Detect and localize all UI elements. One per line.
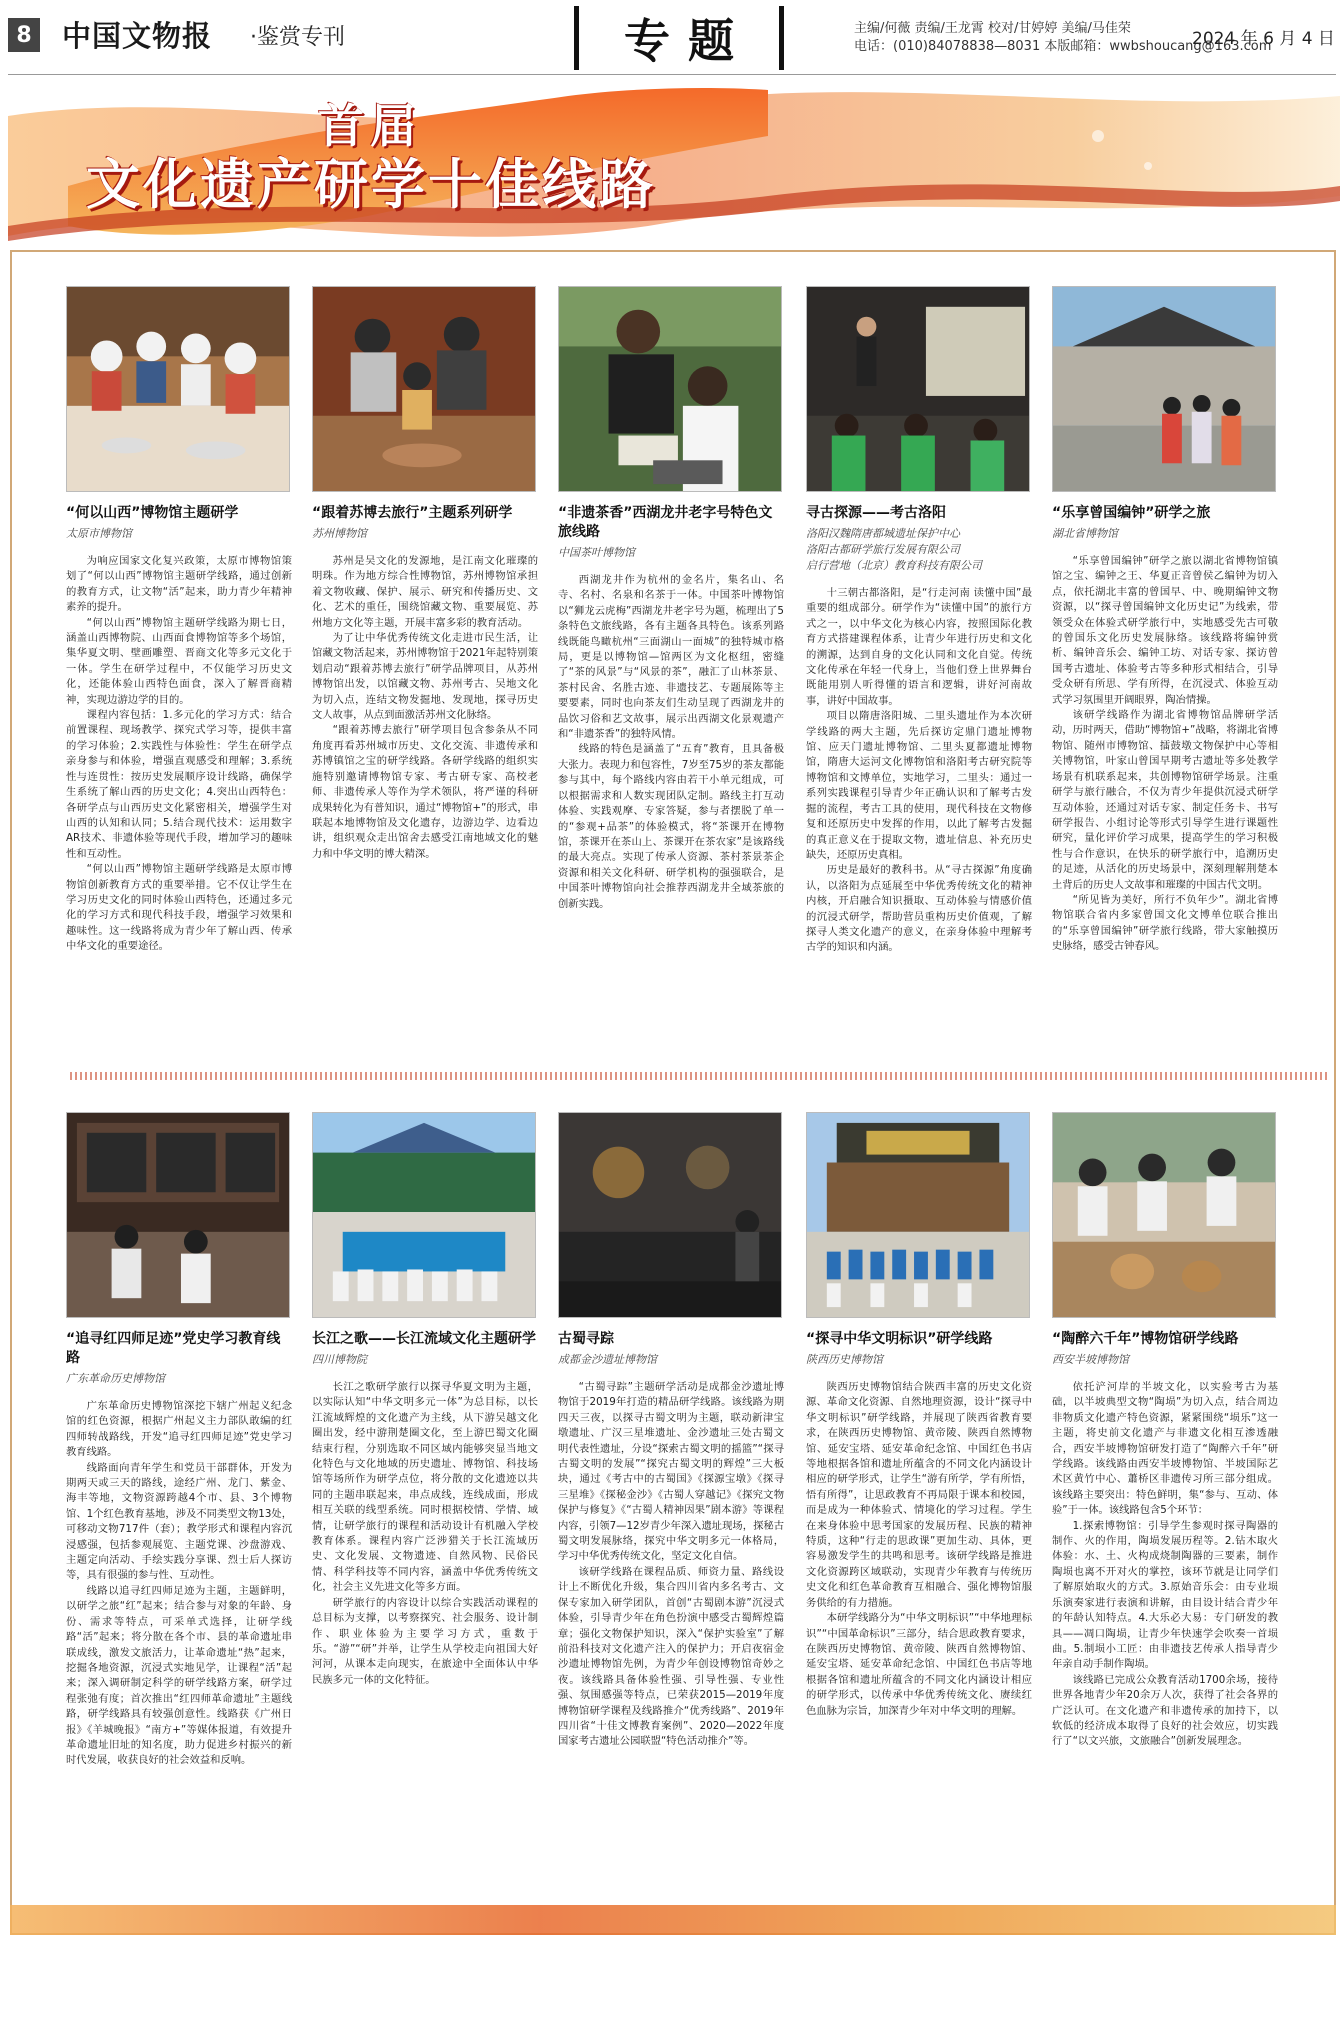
article-title: “陶醉六千年”博物馆研学线路: [1052, 1331, 1239, 1347]
article-yangtze: [312, 1112, 538, 1820]
article-suzhou: [312, 286, 538, 994]
article-banpo: [1052, 1112, 1278, 1820]
photo-ancient-shu-exhibit: [558, 1112, 782, 1318]
article-title: 古蜀寻踪: [558, 1331, 614, 1347]
photo-banpo-xun-making: [1052, 1112, 1276, 1318]
article-source: 陕西历史博物馆: [806, 1353, 883, 1366]
article-title: 长江之歌——长江流域文化主题研学: [312, 1331, 536, 1347]
article-luoyang: [806, 286, 1032, 1026]
article-body: 陕西历史博物馆结合陕西丰富的历史文化资源、革命文化资源、自然地理资源，设计“探寻中华文明标识”研学线路，并展现了陕西省教育要求，在陕西历史博物馆、黄帝陵、陕西自然博物馆、延安宝塔、延安革命纪念馆、中国红色书店等地根据各馆和遗址所蕴含的不同文化内涵设计相应的研学形式，让学生“游有所学，学有所悟，悟有所得”，让思政教育不再局限于课本和校园，而是成为一种体验式、情境化的学习过程。学生在来身体验中思考国家的发展历程、民族的精神特质，这种“行走的思政课”更加生动、具体，更容易激发学生的共鸣和思考。该研学线路是推进文化资源跨区域联动，实现青少年教育与传统历史文化和红色革命教育互相融合、强化博物馆服务供给的有力措施。 本研学线路分为“中华文明标识”“中华地理标识”“中国革命标识”三部分，结合思政教育要求，在陕西历史博物馆、黄帝陵、陕西自然博物馆、延安宝塔、延安革命纪念馆、中国红色书店等地根据各馆和遗址所蕴含的不同文化内涵设计相应的研学形式，以传承中华优秀传统文化、赓续红色血脉为宗旨，加深青少年对中华文明的理解。: [806, 1381, 1032, 1717]
article-tea: [558, 286, 784, 1013]
article-source: 四川博物院: [312, 1353, 367, 1366]
section-title: 专题: [624, 14, 752, 68]
article-body: 长江之歌研学旅行以探寻华夏文明为主题，以实际认知“中华文明多元一体”为总目标，以长江流域辉煌的文化遗产为主线，从下游吴越文化圈出发，经中游荆楚圈文化，至上游巴蜀文化圈结束行程，分别选取不同区域内能够突显当地文化特色与文化地域的历史遗址、博物馆、科技场馆等场所作为研学点位，将分散的文化遗迹以共同的主题串联起来，串点成线，连线成面，形成相互关联的线型系统。同时根据校情、学情、域情，让研学旅行的课程和活动设计有机融入学校教育体系。课程内容广泛涉猎关于长江流域历史、文化发展、文物遗迹、自然风物、民俗民情、科学科技等不同内容，涵盖中华优秀传统文化，社会主义先进文化等多方面。 研学旅行的内容设计以综合实践活动课程的总目标为支撑，以考察探究、社会服务、设计制作、职业体验为主要学习方式，重数于乐。“游”“研”并举，让学生从学校走向祖国大好河河，从课本走向现实，在旅途中全面体认中华民族多元一体的文化特征。: [312, 1381, 538, 1686]
photo-shaanxi-temple-group: [806, 1112, 1030, 1318]
section-header: [574, 6, 784, 70]
article-body: 西湖龙井作为杭州的金名片，集名山、名寺、名村、名泉和名茶于一体。中国茶叶博物馆以“狮龙云虎梅”西湖龙井老字号为题，梳理出了5条特色文旅线路，各有主题各具特色。该系列路线既能鸟瞰杭州“三面湖山一面城”的独特城市格局，更是以博物馆—馆两区为文化枢纽，密缝了“茶的风景”与“风景的茶”，融汇了山林茶景、茶村民舍、名胜古迹、非遗技艺、专题展陈等主要要素，同时也向茶友们生动呈现了西湖龙井的品饮习俗和艺文故事，展示出西湖文化景观遗产和“非遗茶香”的独特风情。 线路的特色是涵盖了“五育”教育，且具备极大张力。表现力和包容性，7岁至75岁的茶友都能参与其中，每个路线内容由若干小单元组成，可以根据需求和人数实现团队定制。路线主打互动体验、实践观摩、专家答疑，参与者摆脱了单一的“参观+品茶”的体验模式，将“茶课开在博物馆，茶课开在茶山上、茶课开在茶农家”是该路线的最大亮点。实现了传承人资源、茶村茶景茶企资源和相关文化科研、研学机构的强强联合，是中国茶叶博物馆向社会推荐西湖龙井全域茶旅的创新实践。: [558, 574, 784, 910]
article-ancient-shu: [558, 1112, 784, 1820]
headline-line2: 文化遗产研学十佳线路: [86, 153, 656, 216]
article-body: 苏州是吴文化的发源地，是江南文化璀璨的明珠。作为地方综合性博物馆，苏州博物馆承担着文物收藏、保护、展示、研究和传播历史、文化、艺术的重任，围绕馆藏文物、重要展览、苏州地方文化等主题，开展丰富多彩的教育活动。 为了让中华优秀传统文化走进市民生活，让馆藏文物活起来，苏州博物馆于2021年起特别策划启动“跟着苏博去旅行”研学品牌项目，从苏州博物馆出发，以馆藏文物、苏州考古、吴地文化为切入点，连结文物发掘地、发现地，探寻历史文人故事，从点到面激活苏州文化脉络。 “跟着苏博去旅行”研学项目包含参条从不同角度再看苏州城市历史、文化交流、非遗传承和苏博镇馆之宝的研学线路。各研学线路的组织实施特别邀请博物馆专家、考古研专家、高校老师、非遗传承人等作为学术领队，将严谨的科研成果转化为有普知识，通过“博物馆+”的形式，串联起本地博物馆及文化遗存，边游边学、边看边讲，组织观众走出馆舍去感受江南地域文化的魅力和中华文明的博大精深。: [312, 555, 538, 860]
article-source: 苏州博物馆: [312, 527, 367, 540]
article-source: 湖北省博物馆: [1052, 527, 1118, 540]
photo-red-memorial-hall: [66, 1112, 290, 1318]
masthead-rule: [8, 74, 1336, 75]
issue-date: 2024 年 6 月 4 日: [1192, 29, 1335, 49]
photo-tea-museum-boy: [558, 286, 782, 492]
article-source: 中国茶叶博物馆: [558, 546, 635, 559]
photo-shanxi-noodle-class: [66, 286, 290, 492]
article-title: “探寻中华文明标识”研学线路: [806, 1331, 993, 1347]
headline-line1: 首届: [318, 99, 422, 153]
banner-dot: [1092, 130, 1104, 142]
article-red-fourth-division: [66, 1112, 292, 1839]
article-shaanxi: [806, 1112, 1032, 1820]
photo-suzhou-pottery-kids: [312, 286, 536, 492]
article-bianzhong: [1052, 286, 1278, 994]
article-shanxi: [66, 286, 292, 994]
article-body: “乐享曾国编钟”研学之旅以湖北省博物馆镇馆之宝、编钟之王、华夏正音曾侯乙编钟为切入点，依托湖北丰富的曾国早、中、晚期编钟文物资源，以“探寻曾国编钟文化历史记”为线索，带领受众在体验式研学旅行中，实地感受先古可敬的曾国乐文化历史发展脉络。该线路将编钟赏析、编钟音乐会、编钟工坊、对话专家、探访曾国考古遗址、体验考古等多种形式相结合，引导受众研有所思、学有所得，在沉浸式、体验互动式学习氛围里开阔眼界，陶冶情操。 该研学线路作为湖北省博物馆品牌研学活动，历时两天，借助“博物馆+”战略，将湖北省博物馆、随州市博物馆、擂鼓墩文物保护中心等相关博物馆，叶家山曾国早期考古遗址等多处教学场景有机联系起来，共创博物馆研学场景。注重研学与旅行融合，不仅为青少年提供沉浸式研学互动体验，还通过对话专家、制定任务卡、书写研学报告、小组讨论等形式引导学生进行课题性研究，量化评价学习成果，提高学生的学习积极性与合作意识，在快乐的研学旅行中，追溯历史的足迹，从活化的历史场景中，深刻理解荆楚本土背后的历史人文故事和璀璨的中国古代文明。 “所见皆为美好，所行不负年少”。湖北省博物馆联合省内多家曾国文化文博单位联合推出的“乐享曾国编钟”研学旅行线路，带大家触摸历史脉络，感受古钟春风。: [1052, 555, 1278, 953]
edition-label: ·鉴赏专刊: [250, 25, 345, 50]
article-source: 西安半坡博物馆: [1052, 1353, 1129, 1366]
article-body: “古蜀寻踪”主题研学活动是成都金沙遗址博物馆于2019年打造的精品研学线路。该线路为期四天三夜，以探寻古蜀文明为主题，联动新津宝墩遗址、广汉三星堆遗址、金沙遗址三处古蜀文明代表性遗址，分设“探索古蜀文明的摇篮”“探寻古蜀文明的发展”“探究古蜀文明的辉煌”三大板块，通过《考古中的古蜀国》《探源宝墩》《探寻三星堆》《探秘金沙》《古蜀人穿越记》《探究文物保护与修复》《“古蜀人精神因果”剧本游》等课程内容，引领7—12岁青少年深入遗址现场，探秘古蜀文明发展脉络，探究中华文明多元一体格局，学习中华优秀传统文化，坚定文化自信。 该研学线路在课程品质、师资力量、路线设计上不断优化升级，集合四川省内多名考古、文保专家加入研学团队，首创“古蜀剧本游”沉浸式体验，引导青少年在角色扮演中感受古蜀辉煌篇章；强化文物保护知识，深入“保护实验室”了解前沿科技对文化遗产注入的保护力；开启夜宿金沙遗址博物馆先例，为青少年创设博物馆奇妙之夜。该线路具备体验性强、引导性强、专业性强、氛围感强等特点，已荣获2015—2019年度博物馆研学课程及线路推介“优秀线路”、2019年四川省“十佳文博教育案例”、2020—2022年度国家考古遗址公园联盟“特色活动推介”等。: [558, 1381, 784, 1748]
page-number: 8: [8, 18, 40, 52]
photo-bianzhong-costume-kids: [1052, 286, 1276, 492]
photo-yangtze-group: [312, 1112, 536, 1318]
article-title: “何以山西”博物馆主题研学: [66, 505, 239, 521]
credits-contact: 电话：(010)84078838—8031 本版邮箱：wwbshoucang@163.com: [854, 39, 1272, 54]
photo-luoyang-lecture: [806, 286, 1030, 492]
newspaper-logo: 中国文物报: [62, 19, 213, 53]
article-body: 广东革命历史博物馆深挖下辖广州起义纪念馆的红色资源，根据广州起义主力部队敢编的红四师转战路线，开发“追寻红四师足迹”党史学习教育线路。 线路面向青年学生和党员干部群体，开发为期两天或三天的路线，途经广州、龙门、紫金、海丰等地，文物资源跨越4个市、县、3个博物馆、1个红色教育基地，涉及不同类型文物13处，可移动文物717件（套）；教学形式和课程内容沉浸感强，包括参观展览、主题党课、沙盘游戏、主题定向活动、手绘实践分享课、烈士后人探访等，具有很强的参与性、互动性。 线路以追寻红四师足迹为主题，主题鲜明，以研学之旅“红”起来；结合参与对象的年龄、身份、需求等特点，可采单式选择，让研学线路“活”起来；将分散在各个市、县的革命遗址串联成线，激发文旅活力，让革命遗址“热”起来，挖掘各地资源，沉浸式实地见学，让课程“活”起来；深入调研制定科学的研学线路方案，研学过程张弛有度；首次推出“红四师革命遗址”主题线路，研学线路具有较强创意性。线路获《广州日报》《羊城晚报》“南方+”等媒体报道，有效提升革命遗址旧址的知名度，助力促进乡村振兴的新时代发展，收获良好的社会效益和反响。: [66, 1400, 292, 1767]
article-source: 洛阳汉魏隋唐都城遗址保护中心 洛阳古都研学旅行发展有限公司 启行营地（北京）教育科技有限公司: [806, 527, 982, 572]
article-title: “乐享曾国编钟”研学之旅: [1052, 505, 1211, 521]
banner-dot: [1144, 162, 1152, 170]
article-title: “追寻红四师足迹”党史学习教育线路: [66, 1331, 281, 1366]
article-source: 成都金沙遗址博物馆: [558, 1353, 657, 1366]
footer-decoration: [10, 1905, 1336, 1935]
row-divider: [70, 1072, 1330, 1080]
article-body: 为响应国家文化复兴政策，太原市博物馆策划了“何以山西”博物馆主题研学线路，通过创新的教育方式，让文物“活”起来，助力青少年精神素养的提升。 “何以山西”博物馆主题研学线路为期七日，涵盖山西博物院、山西面食博物馆等多个场馆，集华夏文明、壁画雕塑、晋商文化等多元文化于一体。学生在研学过程中，不仅能学习历史文化，还能体验山西特色面食，深入了解晋商精神，实现边游边学的目的。 课程内容包括：1.多元化的学习方式：结合前置课程、现场教学、探究式学习等，提供丰富的学习体验；2.实践性与体验性：学生在研学点亲身参与和体验，增强直观感受和理解；3.系统性与连贯性：按历史发展顺序设计线路，确保学生系统了解山西的历史文化；4.突出山西特色：各研学点与山西历史文化紧密相关，增强学生对山西的认知和认同；5.结合现代技术：运用数字AR技术、非遗体验等现代手段，增加学习的趣味性和互动性。 “何以山西”博物馆主题研学线路是太原市博物馆创新教育方式的重要举措。它不仅让学生在学习历史文化的同时体验山西特色，还通过多元化的学习方式和现代科技手段，增强学习效果和趣味性。这一线路将成为青少年了解山西、传承中华文化的重要途径。: [66, 555, 292, 953]
article-source: 广东革命历史博物馆: [66, 1372, 165, 1385]
credits-editors: 主编/何薇 责编/王龙霄 校对/甘婷婷 美编/马佳荣: [854, 21, 1131, 36]
article-body: 依托浐河岸的半坡文化，以实验考古为基础，以半坡典型文物“陶埙”为切入点，结合周边非物质文化遗产特色资源，紧紧围绕“埙乐”这一主题，将史前文化遗产与非遗文化相互渗透融合，西安半坡博物馆研发打造了“陶醉六千年”研学线路。该线路由西安半坡博物馆、半坡国际艺术区黄竹中心、蕭桥区非遗传习所三部分组成。该线路主要突出：特色鲜明，集“参与、互动、体验”于一体。该线路包含5个环节： 1.探索博物馆：引导学生参观时探寻陶器的制作、火的作用，陶埙发展历程等。2.钻木取火体验：水、土、火构成烧制陶器的三要素，制作陶埙也离不开对火的掌控，该环节就是让同学们了解原始取火的方式。3.原始音乐会：由专业埙乐演奏家进行表演和讲解，由目设计结合青少年的年龄认知特点。4.大乐必大易：专门研发的教具——凋口陶埙，让青少年快速学会吹奏一首埙曲。5.制埙小工匠：由非遗技艺传承人指导青少年亲自动手制作陶埙。 该线路已完成公众教育活动1700余场，接待世界各地青少年20余万人次，获得了社会各界的广泛认可。在文化遗产和非遗传承的加持下，以软低的经济成本取得了良好的社会效应，切实践行了“以文兴旅，文旅融合”创新发展理念。: [1052, 1381, 1278, 1748]
article-title: “跟着苏博去旅行”主题系列研学: [312, 505, 513, 521]
article-source: 太原市博物馆: [66, 527, 132, 540]
article-title: 寻古探源——考古洛阳: [806, 505, 946, 521]
article-body: 十三朝古都洛阳，是“行走河南 读懂中国”最重要的组成部分。研学作为“读懂中国”的旅行方式之一，以中华文化为核心内容，按照国际化教育方式搭建课程体系，让青少年进行历史和文化的溯源，达到自身的文化认同和文化自觉。传统文化传承在年轻一代身上，当他们登上世界舞台既能用别人听得懂的语言和逻辑，讲好河南故事，讲好中国故事。 项目以隋唐洛阳城、二里头遗址作为本次研学线路的两大主题，先后探访定鼎门遗址博物馆、应天门遗址博物馆、二里头夏都遗址博物馆，隋唐大运河文化博物馆和洛阳考古研究院等博物馆和文博单位，实地学习，二里头：通过一系列实践课程引导青少年正确认识和了解考古发掘的流程，考古工具的使用，现代科技在文物修复和还原历史中发挥的作用，以此了解考古发掘的真正意义在于提取文物，遗址信息、补充历史缺失，还原历史真相。 历史是最好的教科书。从“寻古探源”角度确认，以洛阳为点延展至中华优秀传统文化的精神内核，开启融合知识摄取、互动体验与情感价值的沉浸式研学，帮助营员重构历史价值观，了解探寻人类文化遗产的意义，在亲身体验中理解考古学的知识和内涵。: [806, 587, 1032, 954]
article-title: “非遗茶香”西湖龙井老字号特色文旅线路: [558, 505, 773, 540]
